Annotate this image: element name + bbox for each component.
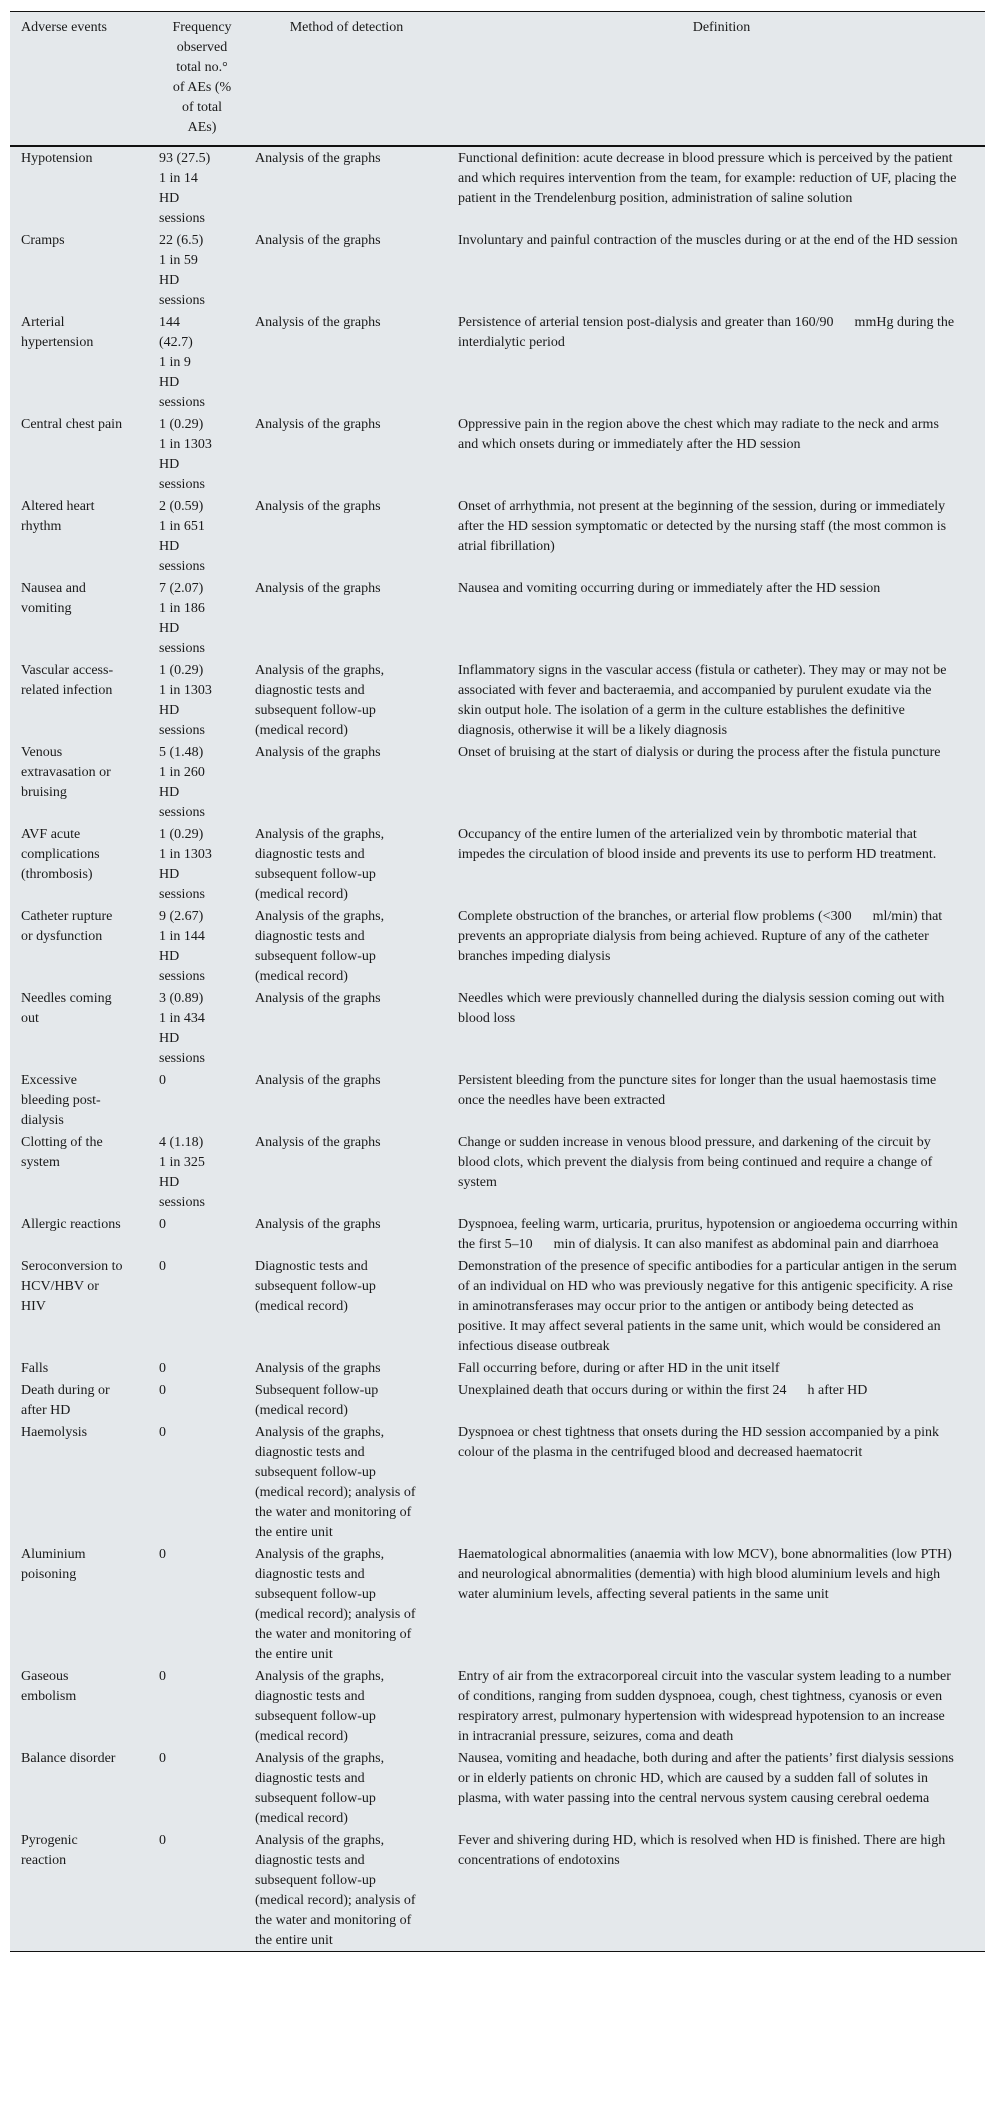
method-cell (255, 1131, 458, 1213)
table-row (10, 1543, 985, 1665)
method-cell (255, 1213, 458, 1255)
definition-cell (458, 413, 985, 495)
definition-text: Occupancy of the entire lumen of the arterialized vein by thrombotic material that impedes the circulation of blood inside and prevents its use to perform HD treatment. (458, 827, 937, 862)
header-frequency (159, 12, 255, 147)
frequency-value: 9 (2.67) (159, 909, 204, 924)
definition-cell (458, 659, 985, 741)
detection-method: Analysis of the graphs, diagnostic tests and subsequent follow-up (medical record); analysis of the water and monitoring of the entire unit (255, 1833, 416, 1948)
method-cell (255, 741, 458, 823)
event-cell (10, 1131, 159, 1213)
table-row (10, 1131, 985, 1213)
header-frequency-label: Frequency observed total no.° of AEs (% of total AEs) (172, 20, 232, 135)
frequency-value: 1 (0.29) (159, 827, 204, 842)
event-name: Aluminium poisoning (21, 1547, 86, 1582)
frequency-cell (159, 229, 255, 311)
frequency-value: 0 (159, 1361, 166, 1376)
definition-cell (458, 1213, 985, 1255)
event-name: AVF acute complications (thrombosis) (21, 827, 100, 882)
frequency-cell (159, 1069, 255, 1131)
frequency-value: 1 (0.29) (159, 417, 204, 432)
method-cell (255, 905, 458, 987)
method-cell (255, 1543, 458, 1665)
table-row (10, 659, 985, 741)
table-body (10, 146, 985, 1952)
frequency-cell (159, 146, 255, 229)
event-cell (10, 1829, 159, 1952)
table-row (10, 823, 985, 905)
table-row (10, 1421, 985, 1543)
detection-method: Analysis of the graphs (255, 1361, 381, 1376)
frequency-cell (159, 495, 255, 577)
detection-method: Analysis of the graphs (255, 1217, 381, 1232)
event-name: Gaseous embolism (21, 1669, 77, 1704)
event-name: Cramps (21, 233, 65, 248)
definition-text: Nausea, vomiting and headache, both during and after the patients’ first dialysis sessions or in elderly patients on chronic HD, which are caused by a sudden fall of solutes in plasma, with water passing into the central nervous system causing cerebral oedema (458, 1751, 954, 1806)
frequency-rate: 1 in 1303 HD sessions (159, 847, 212, 902)
definition-cell (458, 905, 985, 987)
detection-method: Diagnostic tests and subsequent follow-up (medical record) (255, 1259, 376, 1314)
event-name: Seroconversion to HCV/HBV or HIV (21, 1259, 123, 1314)
table-row (10, 987, 985, 1069)
frequency-value: 22 (6.5) (159, 233, 204, 248)
frequency-cell (159, 311, 255, 413)
definition-cell (458, 1069, 985, 1131)
definition-text: Onset of arrhythmia, not present at the beginning of the session, during or immediately after the HD session symptomatic or detected by the nursing staff (the most common is atrial fibrillation) (458, 499, 947, 554)
definition-text: Oppressive pain in the region above the chest which may radiate to the neck and arms and which onsets during or immediately after the HD session (458, 417, 939, 452)
event-name: Death during or after HD (21, 1383, 110, 1418)
definition-text: Fall occurring before, during or after HD in the unit itself (458, 1361, 780, 1376)
definition-cell (458, 495, 985, 577)
table-row (10, 905, 985, 987)
frequency-cell (159, 1543, 255, 1665)
detection-method: Analysis of the graphs, diagnostic tests and subsequent follow-up (medical record) (255, 827, 385, 902)
frequency-value: 4 (1.18) (159, 1135, 204, 1150)
definition-text: Needles which were previously channelled during the dialysis session coming out with blood loss (458, 991, 945, 1026)
frequency-cell (159, 823, 255, 905)
event-cell (10, 1069, 159, 1131)
frequency-value: 0 (159, 1259, 166, 1274)
frequency-value: 144 (42.7) (159, 315, 193, 350)
event-cell (10, 1665, 159, 1747)
method-cell (255, 1069, 458, 1131)
definition-text: Unexplained death that occurs during or within the first 24 h after HD (458, 1383, 868, 1398)
definition-cell (458, 1357, 985, 1379)
definition-text: Involuntary and painful contraction of the muscles during or at the end of the HD session (458, 233, 958, 248)
frequency-cell (159, 1379, 255, 1421)
frequency-cell (159, 1421, 255, 1543)
detection-method: Analysis of the graphs (255, 991, 381, 1006)
detection-method: Analysis of the graphs (255, 745, 381, 760)
definition-text: Inflammatory signs in the vascular access (fistula or catheter). They may or may not be associated with fever and bacteraemia, and accompanied by purulent exudate via the skin output hole. The isolation of a germ in the culture establishes the definitive diagnosis, otherwise it will be a likely diagnosis (458, 663, 947, 738)
frequency-cell (159, 905, 255, 987)
detection-method: Analysis of the graphs, diagnostic tests and subsequent follow-up (medical record); analysis of the water and monitoring of the entire unit (255, 1547, 416, 1662)
frequency-rate: 1 in 260 HD sessions (159, 765, 205, 820)
frequency-value: 0 (159, 1425, 166, 1440)
definition-text: Entry of air from the extracorporeal circuit into the vascular system leading to a number of conditions, ranging from sudden dyspnoea, cough, chest tightness, cyanosis or even respiratory arrest, pulmonary hypertension with widespread hypotension to an increase in intracranial pressure, seizures, coma and death (458, 1669, 951, 1744)
detection-method: Analysis of the graphs, diagnostic tests and subsequent follow-up (medical record) (255, 663, 385, 738)
event-cell (10, 1255, 159, 1357)
table-row (10, 1829, 985, 1952)
header-adverse-events: Adverse events (21, 20, 107, 35)
definition-text: Persistent bleeding from the puncture sites for longer than the usual haemostasis time once the needles have been extracted (458, 1073, 937, 1108)
frequency-value: 0 (159, 1217, 166, 1232)
definition-cell (458, 229, 985, 311)
detection-method: Analysis of the graphs, diagnostic tests and subsequent follow-up (medical record); analysis of the water and monitoring of the entire unit (255, 1425, 416, 1540)
definition-cell (458, 577, 985, 659)
definition-cell (458, 1421, 985, 1543)
frequency-rate: 1 in 9 HD sessions (159, 355, 205, 410)
event-name: Venous extravasation or bruising (21, 745, 111, 800)
event-name: Excessive bleeding post-dialysis (21, 1073, 101, 1128)
table-row (10, 577, 985, 659)
event-name: Allergic reactions (21, 1217, 121, 1232)
table-row (10, 146, 985, 229)
event-name: Haemolysis (21, 1425, 88, 1440)
definition-text: Complete obstruction of the branches, or arterial flow problems (<300 ml/min) that prevents an appropriate dialysis from being achieved. Rupture of any of the catheter branches impeding dialysis (458, 909, 943, 964)
event-cell (10, 1421, 159, 1543)
event-name: Central chest pain (21, 417, 123, 432)
adverse-events-table (10, 11, 985, 1952)
event-cell (10, 1213, 159, 1255)
definition-text: Onset of bruising at the start of dialysis or during the process after the fistula puncture (458, 745, 941, 760)
frequency-value: 93 (27.5) (159, 151, 211, 166)
event-name: Arterial hypertension (21, 315, 94, 350)
frequency-value: 0 (159, 1751, 166, 1766)
method-cell (255, 146, 458, 229)
table-row (10, 495, 985, 577)
frequency-value: 0 (159, 1833, 166, 1848)
method-cell (255, 659, 458, 741)
frequency-rate: 1 in 1303 HD sessions (159, 683, 212, 738)
event-cell (10, 1379, 159, 1421)
table-header (10, 12, 985, 147)
table-row (10, 311, 985, 413)
detection-method: Analysis of the graphs (255, 581, 381, 596)
event-cell (10, 413, 159, 495)
method-cell (255, 1357, 458, 1379)
event-cell (10, 1747, 159, 1829)
frequency-value: 0 (159, 1547, 166, 1562)
frequency-rate: 1 in 325 HD sessions (159, 1155, 205, 1210)
event-name: Clotting of the system (21, 1135, 103, 1170)
detection-method: Analysis of the graphs, diagnostic tests and subsequent follow-up (medical record) (255, 909, 385, 984)
definition-cell (458, 987, 985, 1069)
frequency-rate: 1 in 186 HD sessions (159, 601, 205, 656)
definition-text: Fever and shivering during HD, which is resolved when HD is finished. There are high concentrations of endotoxins (458, 1833, 946, 1868)
frequency-cell (159, 1131, 255, 1213)
event-name: Vascular access-related infection (21, 663, 114, 698)
method-cell (255, 1379, 458, 1421)
frequency-cell (159, 1665, 255, 1747)
frequency-value: 2 (0.59) (159, 499, 204, 514)
event-cell (10, 741, 159, 823)
method-cell (255, 987, 458, 1069)
event-name: Pyrogenic reaction (21, 1833, 78, 1868)
definition-cell (458, 1829, 985, 1952)
event-cell (10, 577, 159, 659)
event-cell (10, 146, 159, 229)
frequency-cell (159, 1747, 255, 1829)
definition-cell (458, 1255, 985, 1357)
definition-cell (458, 823, 985, 905)
event-name: Nausea and vomiting (21, 581, 86, 616)
frequency-value: 0 (159, 1383, 166, 1398)
table-row (10, 1213, 985, 1255)
method-cell (255, 1829, 458, 1952)
definition-cell (458, 1665, 985, 1747)
method-cell (255, 823, 458, 905)
frequency-cell (159, 577, 255, 659)
frequency-cell (159, 987, 255, 1069)
frequency-rate: 1 in 434 HD sessions (159, 1011, 205, 1066)
frequency-cell (159, 1255, 255, 1357)
event-name: Falls (21, 1361, 49, 1376)
frequency-value: 3 (0.89) (159, 991, 204, 1006)
event-cell (10, 495, 159, 577)
event-name: Balance disorder (21, 1751, 116, 1766)
frequency-cell (159, 741, 255, 823)
frequency-cell (159, 1213, 255, 1255)
header-method: Method of detection (289, 20, 404, 35)
event-name: Catheter rupture or dysfunction (21, 909, 113, 944)
detection-method: Analysis of the graphs (255, 417, 381, 432)
definition-text: Demonstration of the presence of specific antibodies for a particular antigen in the serum of an individual on HD who was previously negative for this antigenic specificity. A rise in aminotransferases may occur prior to the antigen or antibody being detected as positive. It may affect several patients in the same unit, which would be considered an infectious disease outbreak (458, 1259, 957, 1354)
frequency-cell (159, 1829, 255, 1952)
frequency-rate: 1 in 651 HD sessions (159, 519, 205, 574)
definition-text: Dyspnoea, feeling warm, urticaria, pruritus, hypotension or angioedema occurring within the first 5–10 min of dialysis. It can also manifest as abdominal pain and diarrhoea (458, 1217, 958, 1252)
definition-cell (458, 1379, 985, 1421)
method-cell (255, 1421, 458, 1543)
definition-cell (458, 311, 985, 413)
definition-text: Change or sudden increase in venous blood pressure, and darkening of the circuit by blood clots, which prevent the dialysis from being continued and require a change of system (458, 1135, 933, 1190)
header-row (10, 12, 985, 147)
table-row (10, 1357, 985, 1379)
method-cell (255, 1665, 458, 1747)
definition-cell (458, 1543, 985, 1665)
detection-method: Analysis of the graphs, diagnostic tests and subsequent follow-up (medical record) (255, 1669, 385, 1744)
definition-text: Persistence of arterial tension post-dialysis and greater than 160/90 mmHg during the interdialytic period (458, 315, 955, 350)
definition-cell (458, 741, 985, 823)
frequency-value: 5 (1.48) (159, 745, 204, 760)
frequency-cell (159, 413, 255, 495)
detection-method: Subsequent follow-up (medical record) (255, 1383, 379, 1418)
definition-text: Dyspnoea or chest tightness that onsets during the HD session accompanied by a pink colour of the plasma in the centrifuged blood and decreased haematocrit (458, 1425, 939, 1460)
table-row (10, 1379, 985, 1421)
frequency-value: 1 (0.29) (159, 663, 204, 678)
frequency-rate: 1 in 1303 HD sessions (159, 437, 212, 492)
table-row (10, 1747, 985, 1829)
event-cell (10, 659, 159, 741)
frequency-cell (159, 1357, 255, 1379)
header-definition: Definition (692, 20, 751, 35)
frequency-cell (159, 659, 255, 741)
table-row (10, 1665, 985, 1747)
detection-method: Analysis of the graphs (255, 499, 381, 514)
method-cell (255, 1255, 458, 1357)
event-cell (10, 823, 159, 905)
definition-cell (458, 1131, 985, 1213)
detection-method: Analysis of the graphs, diagnostic tests and subsequent follow-up (medical record) (255, 1751, 385, 1826)
frequency-value: 0 (159, 1669, 166, 1684)
detection-method: Analysis of the graphs (255, 1135, 381, 1150)
definition-cell (458, 146, 985, 229)
detection-method: Analysis of the graphs (255, 151, 381, 166)
method-cell (255, 229, 458, 311)
method-cell (255, 311, 458, 413)
frequency-rate: 1 in 59 HD sessions (159, 253, 205, 308)
event-cell (10, 987, 159, 1069)
definition-text: Functional definition: acute decrease in blood pressure which is perceived by the patient and which requires intervention from the team, for example: reduction of UF, placing the patient in the Trendelenburg position, administration of saline solution (458, 151, 957, 206)
event-cell (10, 1357, 159, 1379)
frequency-value: 0 (159, 1073, 166, 1088)
definition-text: Haematological abnormalities (anaemia with low MCV), bone abnormalities (low PTH) and neurological abnormalities (dementia) with high blood aluminium levels and high water aluminium levels, affecting several patients in the same unit (458, 1547, 952, 1602)
event-cell (10, 229, 159, 311)
table-row (10, 1255, 985, 1357)
frequency-rate: 1 in 14 HD sessions (159, 171, 205, 226)
definition-text: Nausea and vomiting occurring during or immediately after the HD session (458, 581, 881, 596)
frequency-value: 7 (2.07) (159, 581, 204, 596)
frequency-rate: 1 in 144 HD sessions (159, 929, 205, 984)
definition-cell (458, 1747, 985, 1829)
event-cell (10, 1543, 159, 1665)
detection-method: Analysis of the graphs (255, 315, 381, 330)
table-row (10, 1069, 985, 1131)
event-name: Altered heart rhythm (21, 499, 95, 534)
event-name: Needles coming out (21, 991, 112, 1026)
detection-method: Analysis of the graphs (255, 1073, 381, 1088)
table-row (10, 413, 985, 495)
method-cell (255, 1747, 458, 1829)
detection-method: Analysis of the graphs (255, 233, 381, 248)
event-name: Hypotension (21, 151, 93, 166)
method-cell (255, 413, 458, 495)
event-cell (10, 905, 159, 987)
method-cell (255, 577, 458, 659)
event-cell (10, 311, 159, 413)
method-cell (255, 495, 458, 577)
table-row (10, 229, 985, 311)
table-row (10, 741, 985, 823)
